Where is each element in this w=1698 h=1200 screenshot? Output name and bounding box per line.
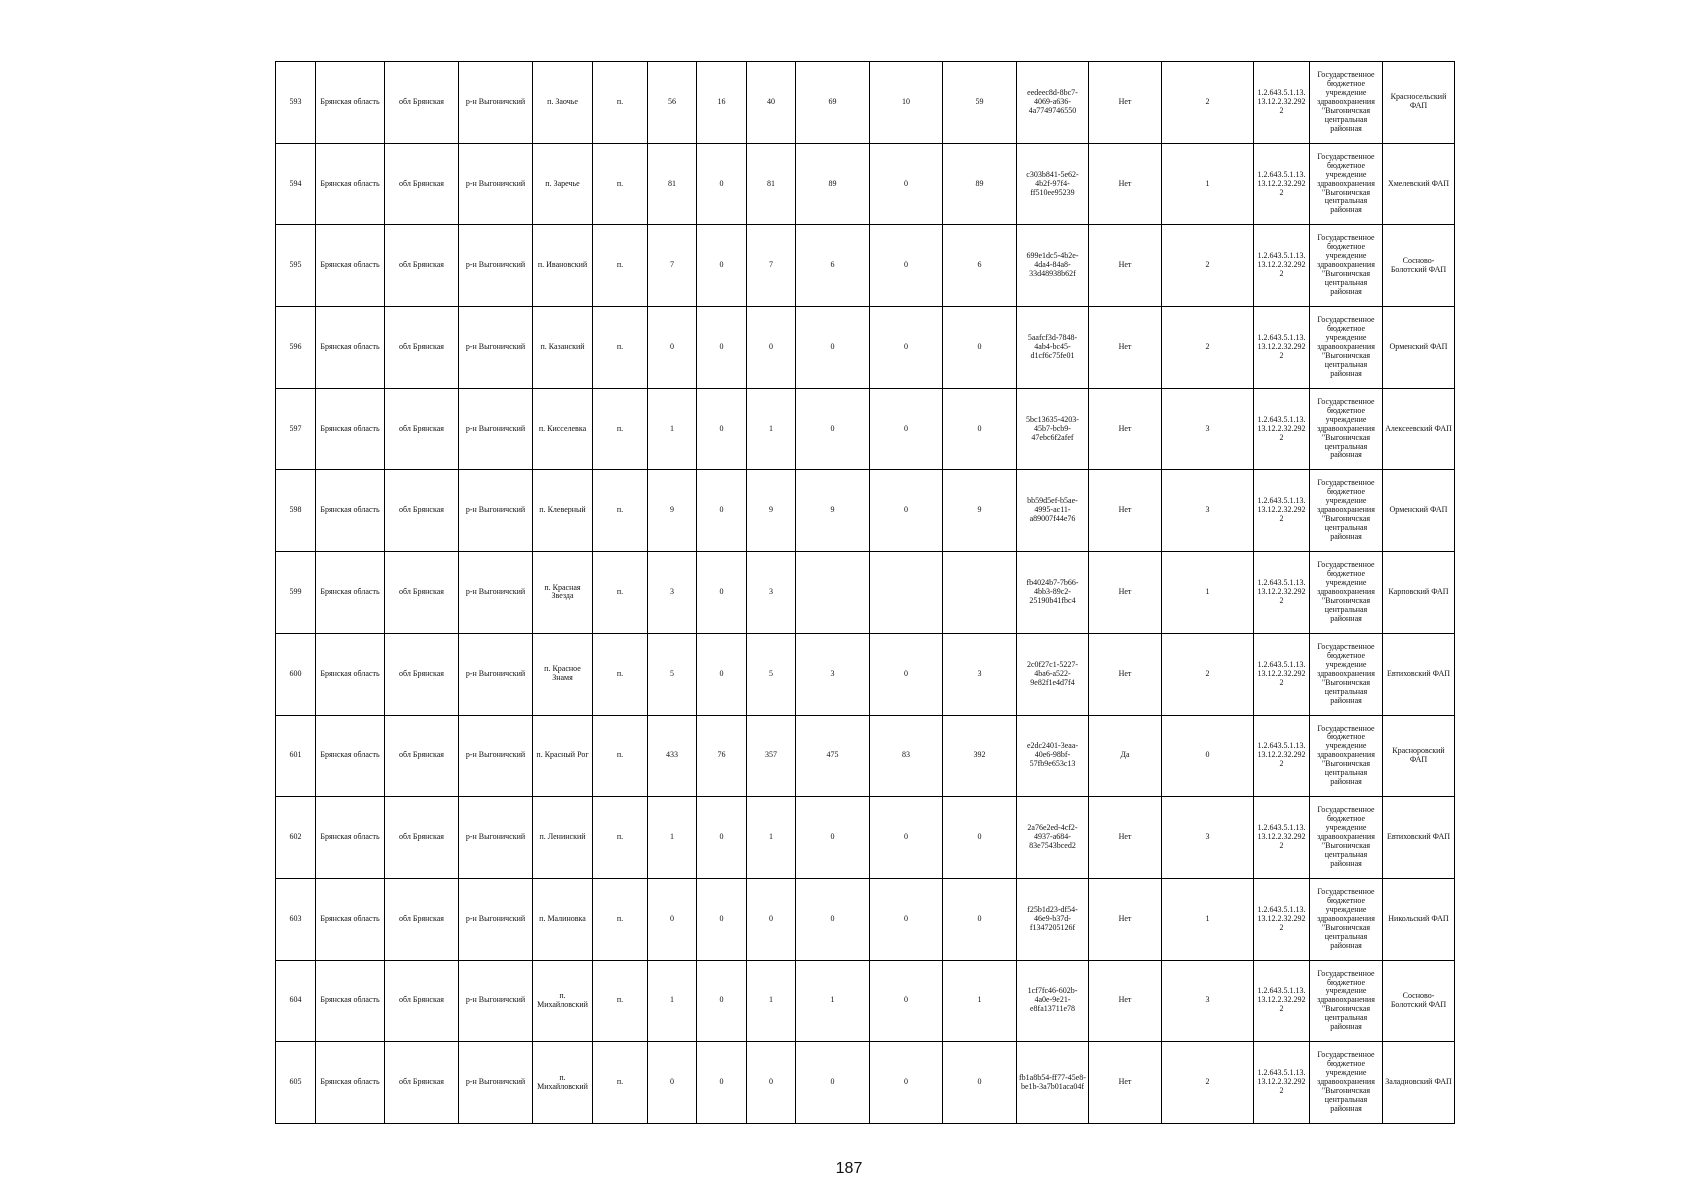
- oblast-cell: обл Брянская: [385, 878, 459, 960]
- region-cell: Брянская область: [316, 797, 385, 879]
- oid-cell: 1.2.643.5.1.13.13.12.2.32.2922: [1254, 715, 1310, 797]
- oblast-cell: обл Брянская: [385, 62, 459, 144]
- row-number-cell: 604: [276, 960, 316, 1042]
- count-1-cell: 3: [648, 552, 697, 634]
- count-4-cell: 3: [796, 633, 870, 715]
- count-3-cell: 7: [747, 225, 796, 307]
- oblast-cell: обл Брянская: [385, 307, 459, 389]
- settlement-type-cell: п.: [593, 388, 648, 470]
- settlement-name-cell: п. Михайловский: [533, 960, 593, 1042]
- count-4-cell: 0: [796, 797, 870, 879]
- row-number-cell: 601: [276, 715, 316, 797]
- code-cell: 1: [1162, 143, 1254, 225]
- code-cell: 1: [1162, 552, 1254, 634]
- district-cell: р-н Выгоничский: [459, 470, 533, 552]
- oblast-cell: обл Брянская: [385, 143, 459, 225]
- region-cell: Брянская область: [316, 388, 385, 470]
- count-4-cell: 89: [796, 143, 870, 225]
- organization-cell: Государственное бюджетное учреждение здравоохранения "Выгоничская центральная районная: [1310, 715, 1383, 797]
- fap-name-cell: Красносельский ФАП: [1383, 62, 1455, 144]
- count-6-cell: 0: [943, 1042, 1017, 1124]
- settlement-name-cell: п. Михайловский: [533, 1042, 593, 1124]
- uuid-cell: fb4024b7-7b66-4bb3-89c2-25190b41fbc4: [1017, 552, 1089, 634]
- row-number-cell: 593: [276, 62, 316, 144]
- count-5-cell: 0: [870, 878, 943, 960]
- organization-cell: Государственное бюджетное учреждение здравоохранения "Выгоничская центральная районная: [1310, 143, 1383, 225]
- table-row: [276, 307, 1455, 389]
- settlements-table: [275, 61, 1455, 1124]
- count-2-cell: 76: [697, 715, 747, 797]
- flag-cell: Нет: [1089, 307, 1162, 389]
- count-4-cell: 0: [796, 307, 870, 389]
- table-row: [276, 143, 1455, 225]
- region-cell: Брянская область: [316, 62, 385, 144]
- code-cell: 0: [1162, 715, 1254, 797]
- count-1-cell: 7: [648, 225, 697, 307]
- region-cell: Брянская область: [316, 307, 385, 389]
- count-2-cell: 0: [697, 552, 747, 634]
- count-6-cell: 6: [943, 225, 1017, 307]
- count-2-cell: 0: [697, 143, 747, 225]
- region-cell: Брянская область: [316, 470, 385, 552]
- count-5-cell: 0: [870, 960, 943, 1042]
- organization-cell: Государственное бюджетное учреждение здравоохранения "Выгоничская центральная районная: [1310, 388, 1383, 470]
- code-cell: 3: [1162, 960, 1254, 1042]
- page-number: 187: [835, 1160, 863, 1177]
- count-3-cell: 357: [747, 715, 796, 797]
- count-3-cell: 81: [747, 143, 796, 225]
- count-1-cell: 0: [648, 878, 697, 960]
- code-cell: 2: [1162, 307, 1254, 389]
- count-2-cell: 0: [697, 797, 747, 879]
- count-3-cell: 9: [747, 470, 796, 552]
- row-number-cell: 602: [276, 797, 316, 879]
- count-5-cell: 0: [870, 1042, 943, 1124]
- fap-name-cell: Алексеевский ФАП: [1383, 388, 1455, 470]
- table-row: [276, 715, 1455, 797]
- fap-name-cell: Никольский ФАП: [1383, 878, 1455, 960]
- region-cell: Брянская область: [316, 552, 385, 634]
- uuid-cell: bb59d5ef-b5ae-4995-ac11-a89007f44e76: [1017, 470, 1089, 552]
- oid-cell: 1.2.643.5.1.13.13.12.2.32.2922: [1254, 878, 1310, 960]
- region-cell: Брянская область: [316, 960, 385, 1042]
- uuid-cell: f25b1d23-df54-46e9-b37d-f1347205126f: [1017, 878, 1089, 960]
- count-3-cell: 5: [747, 633, 796, 715]
- oid-cell: 1.2.643.5.1.13.13.12.2.32.2922: [1254, 225, 1310, 307]
- count-6-cell: 1: [943, 960, 1017, 1042]
- table-row: [276, 470, 1455, 552]
- district-cell: р-н Выгоничский: [459, 633, 533, 715]
- district-cell: р-н Выгоничский: [459, 715, 533, 797]
- fap-name-cell: Красноровский ФАП: [1383, 715, 1455, 797]
- flag-cell: Нет: [1089, 552, 1162, 634]
- count-2-cell: 16: [697, 62, 747, 144]
- district-cell: р-н Выгоничский: [459, 388, 533, 470]
- flag-cell: Нет: [1089, 960, 1162, 1042]
- uuid-cell: e2dc2401-3eaa-40e6-98bf-57fb9e653c13: [1017, 715, 1089, 797]
- district-cell: р-н Выгоничский: [459, 1042, 533, 1124]
- count-2-cell: 0: [697, 307, 747, 389]
- oid-cell: 1.2.643.5.1.13.13.12.2.32.2922: [1254, 960, 1310, 1042]
- flag-cell: Нет: [1089, 1042, 1162, 1124]
- oid-cell: 1.2.643.5.1.13.13.12.2.32.2922: [1254, 797, 1310, 879]
- settlement-type-cell: п.: [593, 715, 648, 797]
- fap-name-cell: Хмелевский ФАП: [1383, 143, 1455, 225]
- settlement-name-cell: п. Заречье: [533, 143, 593, 225]
- district-cell: р-н Выгоничский: [459, 225, 533, 307]
- uuid-cell: 2c0f27c1-5227-4ba6-a522-9e82f1e4d7f4: [1017, 633, 1089, 715]
- count-6-cell: 392: [943, 715, 1017, 797]
- organization-cell: Государственное бюджетное учреждение здравоохранения "Выгоничская центральная районная: [1310, 878, 1383, 960]
- count-6-cell: 0: [943, 797, 1017, 879]
- uuid-cell: 699e1dc5-4b2e-4da4-84a8-33d48938b62f: [1017, 225, 1089, 307]
- count-4-cell: 475: [796, 715, 870, 797]
- count-4-cell: [796, 552, 870, 634]
- count-4-cell: 69: [796, 62, 870, 144]
- district-cell: р-н Выгоничский: [459, 797, 533, 879]
- organization-cell: Государственное бюджетное учреждение здравоохранения "Выгоничская центральная районная: [1310, 62, 1383, 144]
- count-1-cell: 1: [648, 388, 697, 470]
- count-6-cell: 59: [943, 62, 1017, 144]
- district-cell: р-н Выгоничский: [459, 552, 533, 634]
- region-cell: Брянская область: [316, 878, 385, 960]
- code-cell: 2: [1162, 62, 1254, 144]
- settlement-name-cell: п. Клеверный: [533, 470, 593, 552]
- region-cell: Брянская область: [316, 1042, 385, 1124]
- fap-name-cell: Орменский ФАП: [1383, 307, 1455, 389]
- oid-cell: 1.2.643.5.1.13.13.12.2.32.2922: [1254, 388, 1310, 470]
- count-6-cell: 3: [943, 633, 1017, 715]
- count-4-cell: 0: [796, 1042, 870, 1124]
- row-number-cell: 600: [276, 633, 316, 715]
- table-body: [276, 62, 1455, 1124]
- settlement-type-cell: п.: [593, 225, 648, 307]
- region-cell: Брянская область: [316, 633, 385, 715]
- district-cell: р-н Выгоничский: [459, 143, 533, 225]
- settlement-name-cell: п. Красный Рог: [533, 715, 593, 797]
- row-number-cell: 599: [276, 552, 316, 634]
- oblast-cell: обл Брянская: [385, 388, 459, 470]
- district-cell: р-н Выгоничский: [459, 960, 533, 1042]
- oblast-cell: обл Брянская: [385, 633, 459, 715]
- organization-cell: Государственное бюджетное учреждение здравоохранения "Выгоничская центральная районная: [1310, 225, 1383, 307]
- count-3-cell: 0: [747, 1042, 796, 1124]
- code-cell: 3: [1162, 470, 1254, 552]
- table-row: [276, 1042, 1455, 1124]
- settlement-type-cell: п.: [593, 1042, 648, 1124]
- count-5-cell: 0: [870, 225, 943, 307]
- table-row: [276, 633, 1455, 715]
- count-5-cell: 0: [870, 388, 943, 470]
- district-cell: р-н Выгоничский: [459, 62, 533, 144]
- code-cell: 3: [1162, 388, 1254, 470]
- oblast-cell: обл Брянская: [385, 1042, 459, 1124]
- row-number-cell: 598: [276, 470, 316, 552]
- settlement-name-cell: п. Красная Звезда: [533, 552, 593, 634]
- fap-name-cell: Евтиховский ФАП: [1383, 797, 1455, 879]
- count-6-cell: 9: [943, 470, 1017, 552]
- row-number-cell: 594: [276, 143, 316, 225]
- table-row: [276, 552, 1455, 634]
- count-5-cell: 0: [870, 143, 943, 225]
- oid-cell: 1.2.643.5.1.13.13.12.2.32.2922: [1254, 633, 1310, 715]
- table-row: [276, 797, 1455, 879]
- table-row: [276, 225, 1455, 307]
- count-6-cell: 0: [943, 388, 1017, 470]
- count-2-cell: 0: [697, 225, 747, 307]
- fap-name-cell: Сосново-Болотский ФАП: [1383, 960, 1455, 1042]
- region-cell: Брянская область: [316, 143, 385, 225]
- settlement-type-cell: п.: [593, 143, 648, 225]
- code-cell: 1: [1162, 878, 1254, 960]
- count-3-cell: 3: [747, 552, 796, 634]
- organization-cell: Государственное бюджетное учреждение здравоохранения "Выгоничская центральная районная: [1310, 307, 1383, 389]
- flag-cell: Да: [1089, 715, 1162, 797]
- count-6-cell: [943, 552, 1017, 634]
- oblast-cell: обл Брянская: [385, 470, 459, 552]
- count-3-cell: 1: [747, 960, 796, 1042]
- count-5-cell: 0: [870, 307, 943, 389]
- oblast-cell: обл Брянская: [385, 225, 459, 307]
- oid-cell: 1.2.643.5.1.13.13.12.2.32.2922: [1254, 1042, 1310, 1124]
- settlement-type-cell: п.: [593, 307, 648, 389]
- count-1-cell: 0: [648, 307, 697, 389]
- oid-cell: 1.2.643.5.1.13.13.12.2.32.2922: [1254, 470, 1310, 552]
- count-2-cell: 0: [697, 633, 747, 715]
- count-3-cell: 1: [747, 797, 796, 879]
- row-number-cell: 597: [276, 388, 316, 470]
- flag-cell: Нет: [1089, 62, 1162, 144]
- count-5-cell: 83: [870, 715, 943, 797]
- code-cell: 3: [1162, 797, 1254, 879]
- district-cell: р-н Выгоничский: [459, 307, 533, 389]
- count-3-cell: 1: [747, 388, 796, 470]
- count-1-cell: 5: [648, 633, 697, 715]
- table-row: [276, 62, 1455, 144]
- flag-cell: Нет: [1089, 633, 1162, 715]
- count-4-cell: 6: [796, 225, 870, 307]
- settlement-name-cell: п. Кисселевка: [533, 388, 593, 470]
- row-number-cell: 595: [276, 225, 316, 307]
- region-cell: Брянская область: [316, 225, 385, 307]
- oblast-cell: обл Брянская: [385, 552, 459, 634]
- uuid-cell: 5bc13635-4203-45b7-bcb9-47ebc6f2afef: [1017, 388, 1089, 470]
- table-row: [276, 878, 1455, 960]
- row-number-cell: 596: [276, 307, 316, 389]
- settlement-name-cell: п. Казанский: [533, 307, 593, 389]
- settlement-type-cell: п.: [593, 797, 648, 879]
- flag-cell: Нет: [1089, 225, 1162, 307]
- count-5-cell: [870, 552, 943, 634]
- table-row: [276, 388, 1455, 470]
- uuid-cell: c303b841-5e62-4b2f-97f4-ff510ee95239: [1017, 143, 1089, 225]
- settlement-name-cell: п. Ивановский: [533, 225, 593, 307]
- count-6-cell: 0: [943, 307, 1017, 389]
- settlement-type-cell: п.: [593, 552, 648, 634]
- count-1-cell: 56: [648, 62, 697, 144]
- count-5-cell: 0: [870, 470, 943, 552]
- fap-name-cell: Сосново-Болотский ФАП: [1383, 225, 1455, 307]
- settlement-name-cell: п. Малиновка: [533, 878, 593, 960]
- flag-cell: Нет: [1089, 878, 1162, 960]
- row-number-cell: 605: [276, 1042, 316, 1124]
- settlement-type-cell: п.: [593, 633, 648, 715]
- flag-cell: Нет: [1089, 797, 1162, 879]
- fap-name-cell: Орменский ФАП: [1383, 470, 1455, 552]
- settlement-name-cell: п. Ленинский: [533, 797, 593, 879]
- code-cell: 2: [1162, 1042, 1254, 1124]
- settlement-type-cell: п.: [593, 960, 648, 1042]
- table-row: [276, 960, 1455, 1042]
- organization-cell: Государственное бюджетное учреждение здравоохранения "Выгоничская центральная районная: [1310, 470, 1383, 552]
- organization-cell: Государственное бюджетное учреждение здравоохранения "Выгоничская центральная районная: [1310, 552, 1383, 634]
- count-1-cell: 1: [648, 960, 697, 1042]
- fap-name-cell: Карповский ФАП: [1383, 552, 1455, 634]
- count-1-cell: 0: [648, 1042, 697, 1124]
- fap-name-cell: Заладновский ФАП: [1383, 1042, 1455, 1124]
- settlement-type-cell: п.: [593, 470, 648, 552]
- code-cell: 2: [1162, 633, 1254, 715]
- code-cell: 2: [1162, 225, 1254, 307]
- organization-cell: Государственное бюджетное учреждение здравоохранения "Выгоничская центральная районная: [1310, 797, 1383, 879]
- oid-cell: 1.2.643.5.1.13.13.12.2.32.2922: [1254, 552, 1310, 634]
- organization-cell: Государственное бюджетное учреждение здравоохранения "Выгоничская центральная районная: [1310, 960, 1383, 1042]
- uuid-cell: 1cf7fc46-602b-4a0e-9e21-e8fa13711e78: [1017, 960, 1089, 1042]
- count-1-cell: 81: [648, 143, 697, 225]
- oid-cell: 1.2.643.5.1.13.13.12.2.32.2922: [1254, 307, 1310, 389]
- oblast-cell: обл Брянская: [385, 797, 459, 879]
- fap-name-cell: Евтиховский ФАП: [1383, 633, 1455, 715]
- uuid-cell: 2a76e2ed-4cf2-4937-a684-83e7543bced2: [1017, 797, 1089, 879]
- count-2-cell: 0: [697, 470, 747, 552]
- count-1-cell: 1: [648, 797, 697, 879]
- count-5-cell: 10: [870, 62, 943, 144]
- count-1-cell: 9: [648, 470, 697, 552]
- count-6-cell: 0: [943, 878, 1017, 960]
- count-1-cell: 433: [648, 715, 697, 797]
- row-number-cell: 603: [276, 878, 316, 960]
- count-4-cell: 9: [796, 470, 870, 552]
- region-cell: Брянская область: [316, 715, 385, 797]
- uuid-cell: 5aafcf3d-7848-4ab4-bc45-d1cf6c75fe01: [1017, 307, 1089, 389]
- oblast-cell: обл Брянская: [385, 960, 459, 1042]
- oblast-cell: обл Брянская: [385, 715, 459, 797]
- count-2-cell: 0: [697, 388, 747, 470]
- flag-cell: Нет: [1089, 470, 1162, 552]
- settlement-type-cell: п.: [593, 878, 648, 960]
- count-5-cell: 0: [870, 797, 943, 879]
- oid-cell: 1.2.643.5.1.13.13.12.2.32.2922: [1254, 143, 1310, 225]
- count-3-cell: 0: [747, 307, 796, 389]
- count-3-cell: 40: [747, 62, 796, 144]
- count-2-cell: 0: [697, 878, 747, 960]
- organization-cell: Государственное бюджетное учреждение здравоохранения "Выгоничская центральная районная: [1310, 1042, 1383, 1124]
- flag-cell: Нет: [1089, 388, 1162, 470]
- district-cell: р-н Выгоничский: [459, 878, 533, 960]
- organization-cell: Государственное бюджетное учреждение здравоохранения "Выгоничская центральная районная: [1310, 633, 1383, 715]
- settlement-name-cell: п. Заочье: [533, 62, 593, 144]
- uuid-cell: eedeec8d-8bc7-4069-a636-4a7749746550: [1017, 62, 1089, 144]
- count-2-cell: 0: [697, 960, 747, 1042]
- count-2-cell: 0: [697, 1042, 747, 1124]
- oid-cell: 1.2.643.5.1.13.13.12.2.32.2922: [1254, 62, 1310, 144]
- count-3-cell: 0: [747, 878, 796, 960]
- count-4-cell: 1: [796, 960, 870, 1042]
- count-4-cell: 0: [796, 878, 870, 960]
- uuid-cell: fb1a8b54-ff77-45e8-be1b-3a7b01aca04f: [1017, 1042, 1089, 1124]
- count-4-cell: 0: [796, 388, 870, 470]
- settlement-name-cell: п. Красное Знамя: [533, 633, 593, 715]
- count-6-cell: 89: [943, 143, 1017, 225]
- count-5-cell: 0: [870, 633, 943, 715]
- settlement-type-cell: п.: [593, 62, 648, 144]
- flag-cell: Нет: [1089, 143, 1162, 225]
